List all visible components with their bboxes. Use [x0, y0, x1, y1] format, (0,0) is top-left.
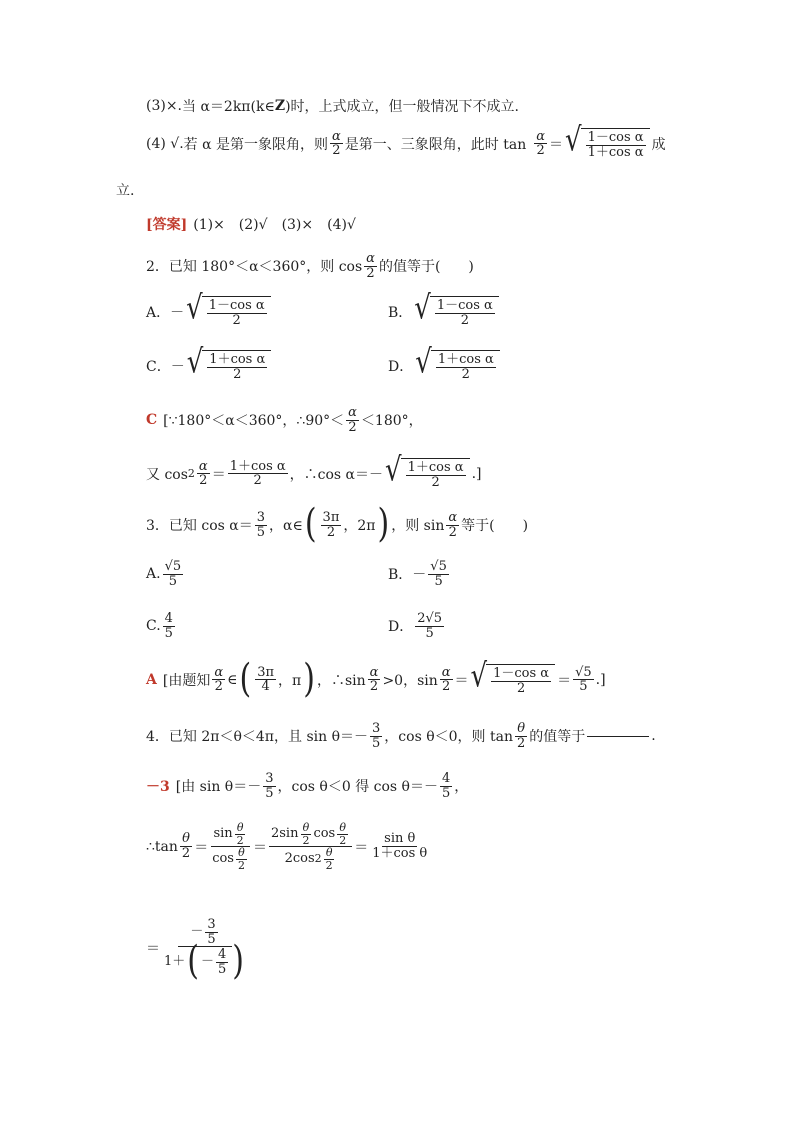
q4-solution-2: ∴tan $\frac{\theta}{2}$ ＝ sin $\frac{\theta}{2}$ cos $\frac{\theta}{2}$ ＝ 2sin $\frac{\theta}{2}$ cos $\frac{\theta}{2}$ 2cos 2 $\frac{\theta}{2}$ ＝ $\frac{\text{sin θ}}{\text{1＋cos θ}}$ [146, 821, 428, 872]
q2-solution-2: 又 cos 2 $\frac{\alpha}{2}$ ＝ $\frac{\text{1＋cos α}}{2}$ ，∴cos α＝－ √ $\frac{\text{1＋cos α}}{2}$ .] [146, 451, 482, 490]
item-4-alpha-half-2: $\frac{\alpha}{2}$ [536, 128, 546, 159]
item-4-alpha-half: $\frac{\alpha}{2}$ [332, 128, 341, 159]
item-3-text-b: )时，上式成立，但一般情况下不成立. [285, 99, 519, 115]
item-3-line [146, 96, 519, 116]
answer-line [146, 214, 356, 234]
q2-alpha-half: $\frac{\alpha}{2}$ [366, 251, 375, 281]
q4-solution-1: －3 [由 sin θ＝－ $\frac{3}{5}$ ，cos θ＜0 得 cos θ＝－ $\frac{4}{5}$ ， [146, 771, 469, 801]
q2-option-a[interactable]: A． － √ $\frac{\text{1－cos α}}{2}$ [146, 296, 273, 327]
q4-solution-3: ＝ － $\frac{3}{5}$ 1＋ ( － $\frac{4}{5}$ ) [146, 918, 250, 977]
item-4-sqrt: √ $\frac{\text{1－cos α}}{\text{1＋cos α}}$ [565, 128, 650, 159]
q4-final-frac: － $\frac{3}{5}$ 1＋ ( － $\frac{4}{5}$ ) [164, 917, 245, 985]
item-4-tail: 成 [651, 136, 666, 153]
q3-option-c[interactable]: C. $\frac{4}{5}$ [146, 611, 173, 641]
item-4-text-b: 是第一、三象限角，此时 tan [344, 136, 527, 153]
q2-option-b[interactable]: B． √ $\frac{\text{1－cos α}}{2}$ [388, 296, 501, 327]
q4-stem: 4．已知 2π＜θ＜4π，且 sin θ＝－ $\frac{3}{5}$ ，cos θ＜0，则 tan $\frac{\theta}{2}$ 的值等于 . [146, 721, 656, 751]
item-4-label: (4) √. [146, 135, 184, 152]
answer-tag: [答案] [146, 217, 188, 233]
item-3-text-a: 当 α＝2kπ(k∈ [182, 99, 275, 115]
q2-option-d[interactable]: D． √ $\frac{\text{1＋cos α}}{2}$ [388, 350, 502, 381]
q3-solution: A [由题知 $\frac{\alpha}{2}$ ∈ ( $\frac{3\pi}{4}$ ，π ) ，∴sin $\frac{\alpha}{2}$ >0，sin $\frac{\alpha}{2}$ ＝ √ $\frac{\text{1－cos α}}{2}$ ＝ $\frac{√5}{5}$ .] [146, 656, 606, 702]
q3-option-b[interactable]: B． － $\frac{√5}{5}$ [388, 559, 447, 589]
q3-option-a[interactable]: A. $\frac{√5}{5}$ [146, 559, 182, 589]
q3-option-d[interactable]: D． $\frac{2√5}{5}$ [388, 611, 443, 641]
item-3-label: (3)×. [146, 98, 183, 114]
item-3-z: Z [274, 98, 286, 114]
item-4-eq: ＝ [549, 136, 564, 153]
q4-frac-2: 2sin $\frac{\theta}{2}$ cos $\frac{\theta}{2}$ 2cos 2 $\frac{\theta}{2}$ [269, 822, 352, 871]
q2-stem: 2．已知 180°＜α＜360°，则 cos $\frac{\alpha}{2}$ 的值等于( ) [146, 251, 474, 281]
q3-stem: 3．已知 cos α＝ $\frac{3}{5}$ ，α∈ ( $\frac{3\pi}{2}$ ，2π ) ，则 sin $\frac{\alpha}{2}$ 等于( ) [146, 501, 529, 548]
q2-solution-1: C [∵180°＜α＜360°，∴90°＜ $\frac{\alpha}{2}$ ＜180°， [146, 405, 423, 435]
item-4-tail-line [116, 180, 134, 200]
q2-option-c[interactable]: C． － √ $\frac{\text{1＋cos α}}{2}$ [146, 350, 273, 381]
q4-answer-blank[interactable] [587, 736, 649, 737]
item-4-line [146, 121, 666, 160]
item-4-tail2: 立. [116, 183, 135, 199]
q4-frac-1: sin $\frac{\theta}{2}$ cos $\frac{\theta}{2}$ [210, 822, 251, 871]
answer-text: (1)× (2)√ (3)× (4)√ [193, 217, 356, 233]
item-4-text-a: 若 α 是第一象限角，则 [183, 136, 329, 153]
